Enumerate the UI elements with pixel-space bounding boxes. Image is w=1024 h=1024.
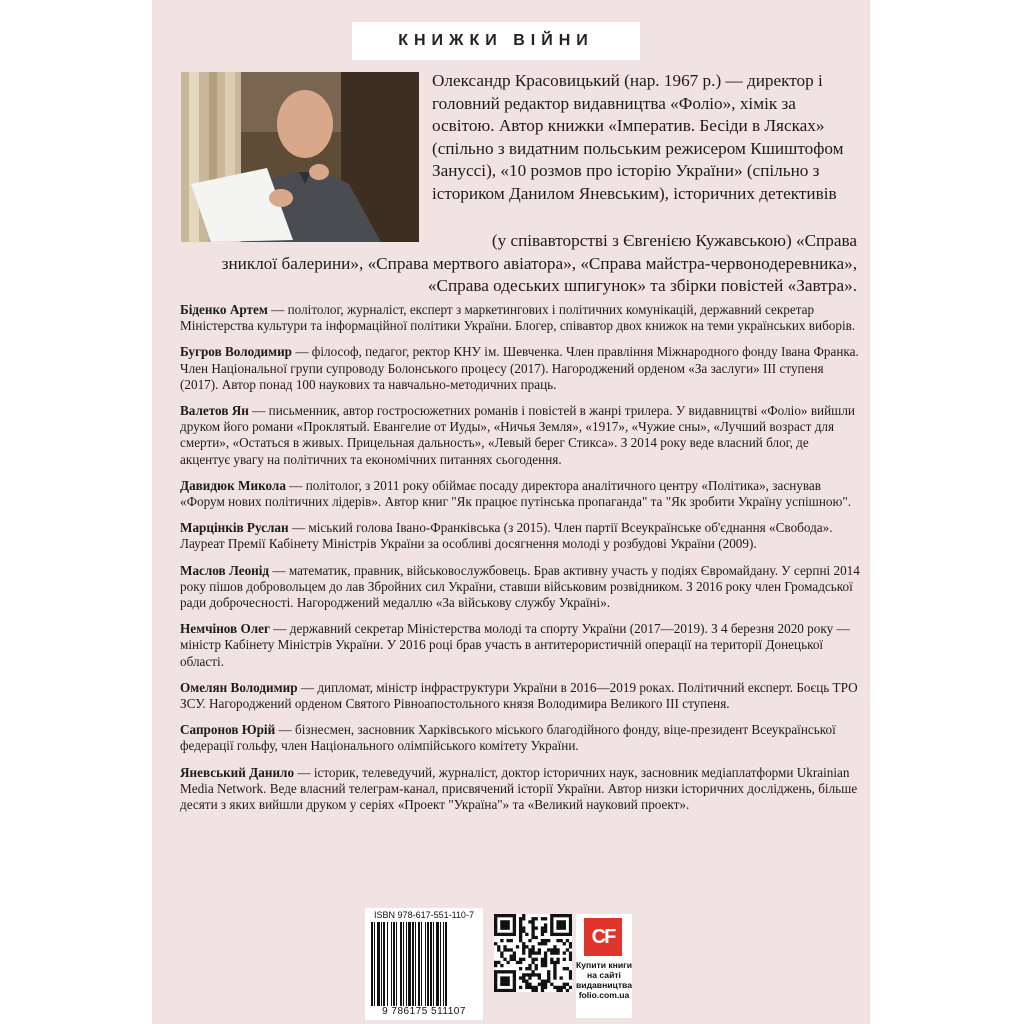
contributor-bio: — історик, телеведучий, журналіст, доктор історичних наук, засновник медіаплатформи Ukrainian Media Network. Веде власний телеграм-канал, присвячений історії України. Автор низки історичних досліджень, більше десяти з яких вийшли друком у серіях «Проект "Україна"» та «Великий науковий проект». xyxy=(180,764,858,813)
author-photo xyxy=(181,72,419,242)
author-bio-line: «Справа одеських шпигунок» та збірки повістей «Завтра». xyxy=(427,276,857,296)
author-bio-text: Олександр Красовицький (нар. 1967 р.) — директор і головний редактор видавництва «Фоліо», хімік за освітою. Автор книжки «Імператив. Бесіди в Лясках» (спільно з видатним польським режисером Кшиштофом Зануссі), «10 розмов про історію України» (спільно з істориком Данилом Яневським), історичних детективів xyxy=(432,71,844,203)
contributor-name: Валетов Ян xyxy=(180,403,249,419)
isbn-label: ISBN 978-617-551-110-7 xyxy=(374,910,474,920)
buy-books-note: Купити книги на сайті видавництва folio.com.ua xyxy=(576,960,633,1000)
author-bio-line: зниклої балерини», «Справа мертвого авіатора», «Справа майстра-червонодеревника», xyxy=(221,253,857,273)
isbn-barcode xyxy=(365,908,483,1020)
contributor-bio: — бізнесмен, засновник Харківського міського благодійного фонду, віце-президент Всеукраїнської федерації гольфу, член Національного олімпійського комітету України. xyxy=(180,722,836,754)
contributor-entry xyxy=(180,344,860,393)
contributor-name: Сапронов Юрій xyxy=(180,722,276,738)
contributor-bio: — філософ, педагог, ректор КНУ ім. Шевченка. Член правління Міжнародного фонду Івана Франка. Член Національної групи супроводу Болонського процесу (2017). Нагороджений орденом «За заслуги» ІІІ ступеня (2017). Автор понад 100 наукових та навчально-методичних праць. xyxy=(180,344,859,392)
contributors-list xyxy=(180,302,860,823)
barcode-digits: 9 786175 511107 xyxy=(382,1006,466,1017)
contributor-bio: — письменник, автор гостросюжетних романів і повістей в жанрі трилера. У видавництві «Фоліо» вийшли друком його романи «Проклятый. Евангелие от Иуды», «Ничья Земля», «1917», «Чужие сны», «Лучший возраст для смерти», «Остаться в живых. Прицельная дальность», «Левый берег Стикса». З 2014 року веде власний блог, де акцентує увагу на політичних та економічних питаннях сьогодення. xyxy=(180,403,855,467)
contributor-entry xyxy=(180,563,860,612)
contributor-entry xyxy=(180,621,860,670)
contributor-name: Немчінов Олег xyxy=(180,621,270,637)
series-title: КНИЖКИ ВІЙНИ xyxy=(398,32,594,49)
contributor-bio: — державний секретар Міністерства молоді та спорту України (2017—2019). З 4 березня 2020 року — міністр Кабінету Міністрів України. У 2016 році брав участь в антитерористичній операції на території Донецької області. xyxy=(180,621,850,669)
contributor-entry xyxy=(180,680,860,712)
series-banner xyxy=(352,22,640,60)
publisher-logo-text: CF xyxy=(591,925,615,948)
contributor-entry xyxy=(180,765,860,814)
contributor-name: Давидюк Микола xyxy=(180,477,286,493)
contributor-name: Марцінків Руслан xyxy=(180,520,289,536)
contributor-bio: — математик, правник, військовослужбовець. Брав активну участь у подіях Євромайдану. У серпні 2014 року пішов добровольцем до лав Збройних сил України, ставши військовим розвідником. З 2016 року член Громадської ради доброчесності. Нагороджений медаллю «За військову службу Україні». xyxy=(180,562,860,611)
contributor-name: Яневський Данило xyxy=(180,764,295,780)
contributor-name: Біденко Артем xyxy=(180,302,268,317)
contributor-entry xyxy=(180,520,860,552)
publisher-block xyxy=(576,914,632,1018)
author-photo-image xyxy=(181,72,419,242)
author-bio-line: (у співавторстві з Євгенією Кужавською) «Справа xyxy=(491,231,857,250)
barcode-image xyxy=(371,922,477,1006)
contributor-entry xyxy=(180,403,860,468)
contributor-name: Омелян Володимир xyxy=(180,679,298,695)
contributor-entry xyxy=(180,302,860,334)
contributor-bio: — міський голова Івано-Франківська (з 2015). Член партії Всеукраїнське об'єднання «Свобода». Лауреат Премії Кабінету Міністрів України за особливі досягнення молоді у розбудові України (2009). xyxy=(180,520,833,552)
contributor-bio: — політолог, з 2011 року обіймає посаду директора аналітичного центру «Політика», заснував «Форум нових політичних лідерів». Автор книг "Як працює путінська пропаганда" та "Як зробити Україну успішною". xyxy=(180,477,852,510)
qr-code-image xyxy=(494,914,572,992)
publisher-logo xyxy=(584,918,622,956)
contributor-bio: — дипломат, міністр інфраструктури України в 2016—2019 роках. Політичний експерт. Боєць ТРО ЗСУ. Нагороджений орденом Святого Рівноапостольного князя Володимира Великого ІІІ ступеня. xyxy=(180,679,858,712)
contributor-entry xyxy=(180,722,860,754)
contributor-name: Маслов Леонід xyxy=(180,562,270,578)
author-bio xyxy=(432,70,857,206)
contributor-bio: — політолог, журналіст, експерт з маркетингових і політичних комунікацій, державний секретар Міністерства культури та інформаційної політики України. Блогер, співавтор двох книжок на теми українських виборів. xyxy=(180,302,856,334)
contributor-entry xyxy=(180,478,860,510)
qr-code[interactable] xyxy=(494,914,572,992)
contributor-name: Бугров Володимир xyxy=(180,344,293,360)
author-bio-continued xyxy=(180,230,857,298)
